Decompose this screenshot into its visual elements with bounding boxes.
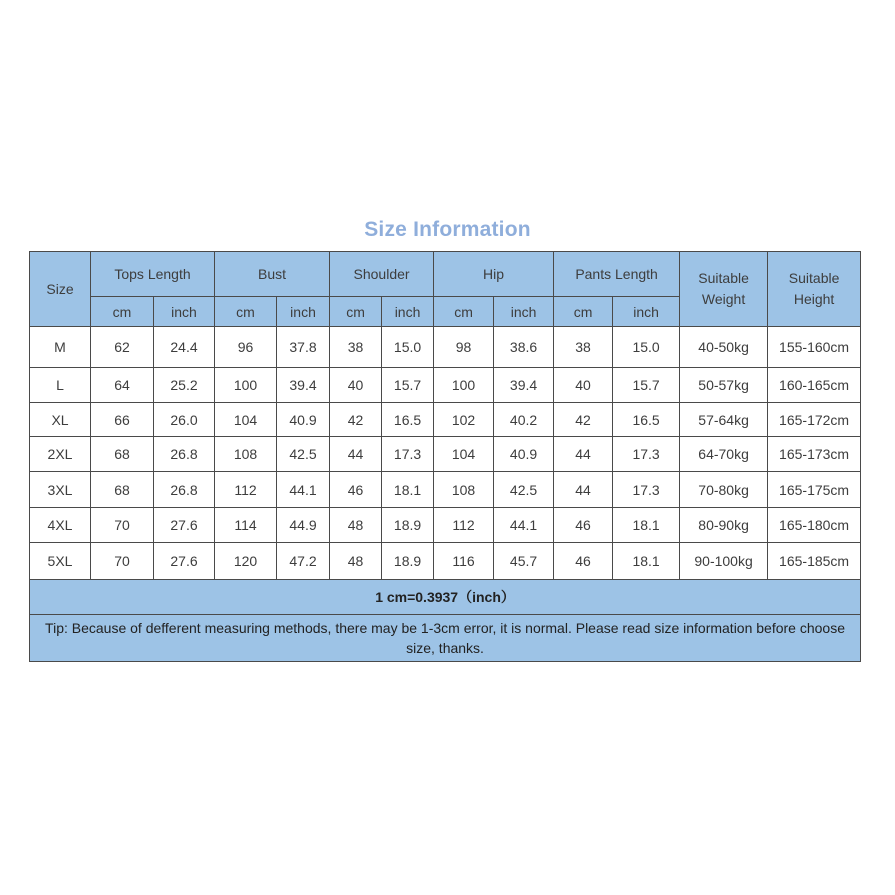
table-cell: 44 xyxy=(330,437,382,472)
table-cell: 44 xyxy=(554,472,613,508)
table-cell: 48 xyxy=(330,508,382,543)
tip-row xyxy=(30,615,861,662)
table-cell: 120 xyxy=(215,543,277,580)
conversion-note: 1 cm=0.3937（inch） xyxy=(30,580,861,615)
table-cell: 16.5 xyxy=(613,403,680,437)
table-cell: 165-173cm xyxy=(768,437,861,472)
table-row xyxy=(30,368,861,403)
table-cell: 64-70kg xyxy=(680,437,768,472)
table-row xyxy=(30,327,861,368)
table-cell: 62 xyxy=(91,327,154,368)
table-cell: 37.8 xyxy=(277,327,330,368)
table-cell: 25.2 xyxy=(154,368,215,403)
size-label-cell: 2XL xyxy=(30,437,91,472)
table-cell: 165-180cm xyxy=(768,508,861,543)
table-cell: 70 xyxy=(91,543,154,580)
table-cell: 16.5 xyxy=(382,403,434,437)
table-cell: 27.6 xyxy=(154,543,215,580)
table-cell: 40.2 xyxy=(494,403,554,437)
table-cell: 26.0 xyxy=(154,403,215,437)
header-shoulder: Shoulder xyxy=(330,252,434,297)
table-cell: 70-80kg xyxy=(680,472,768,508)
table-cell: 165-175cm xyxy=(768,472,861,508)
table-cell: 116 xyxy=(434,543,494,580)
table-cell: 42 xyxy=(554,403,613,437)
table-cell: 96 xyxy=(215,327,277,368)
table-cell: 26.8 xyxy=(154,472,215,508)
table-cell: 40 xyxy=(554,368,613,403)
unit-cell: cm xyxy=(91,297,154,327)
size-label-cell: M xyxy=(30,327,91,368)
table-cell: 40.9 xyxy=(277,403,330,437)
table-cell: 42.5 xyxy=(277,437,330,472)
table-cell: 39.4 xyxy=(494,368,554,403)
table-cell: 47.2 xyxy=(277,543,330,580)
table-cell: 50-57kg xyxy=(680,368,768,403)
table-cell: 40-50kg xyxy=(680,327,768,368)
table-cell: 165-172cm xyxy=(768,403,861,437)
table-cell: 68 xyxy=(91,437,154,472)
table-cell: 57-64kg xyxy=(680,403,768,437)
tip-text: Tip: Because of defferent measuring methods, there may be 1-3cm error, it is normal. Please read size information before choose size, thanks. xyxy=(30,615,861,662)
unit-cell: inch xyxy=(277,297,330,327)
conversion-row xyxy=(30,580,861,615)
table-cell: 108 xyxy=(215,437,277,472)
header-size: Size xyxy=(30,252,91,327)
size-label-cell: 5XL xyxy=(30,543,91,580)
table-cell: 17.3 xyxy=(382,437,434,472)
table-cell: 102 xyxy=(434,403,494,437)
table-cell: 39.4 xyxy=(277,368,330,403)
table-cell: 42.5 xyxy=(494,472,554,508)
table-cell: 15.0 xyxy=(382,327,434,368)
table-cell: 114 xyxy=(215,508,277,543)
table-cell: 27.6 xyxy=(154,508,215,543)
table-cell: 15.0 xyxy=(613,327,680,368)
table-cell: 40.9 xyxy=(494,437,554,472)
unit-cell: cm xyxy=(330,297,382,327)
table-cell: 112 xyxy=(434,508,494,543)
table-cell: 108 xyxy=(434,472,494,508)
table-cell: 46 xyxy=(554,543,613,580)
table-row xyxy=(30,472,861,508)
table-cell: 18.1 xyxy=(613,543,680,580)
table-row xyxy=(30,437,861,472)
table-cell: 42 xyxy=(330,403,382,437)
table-cell: 165-185cm xyxy=(768,543,861,580)
table-row xyxy=(30,508,861,543)
table-cell: 80-90kg xyxy=(680,508,768,543)
table-cell: 155-160cm xyxy=(768,327,861,368)
table-cell: 64 xyxy=(91,368,154,403)
table-cell: 66 xyxy=(91,403,154,437)
table-cell: 70 xyxy=(91,508,154,543)
table-cell: 38.6 xyxy=(494,327,554,368)
unit-cell: inch xyxy=(613,297,680,327)
table-cell: 45.7 xyxy=(494,543,554,580)
unit-cell: inch xyxy=(382,297,434,327)
table-cell: 90-100kg xyxy=(680,543,768,580)
table-cell: 100 xyxy=(434,368,494,403)
table-cell: 38 xyxy=(554,327,613,368)
unit-cell: inch xyxy=(154,297,215,327)
table-cell: 18.9 xyxy=(382,543,434,580)
table-cell: 100 xyxy=(215,368,277,403)
table-cell: 104 xyxy=(215,403,277,437)
header-row xyxy=(30,252,861,297)
table-cell: 18.1 xyxy=(382,472,434,508)
unit-cell: cm xyxy=(215,297,277,327)
table-cell: 46 xyxy=(330,472,382,508)
page-title: Size Information xyxy=(364,218,531,241)
table-row xyxy=(30,403,861,437)
table-cell: 44.9 xyxy=(277,508,330,543)
table-row xyxy=(30,543,861,580)
table-cell: 17.3 xyxy=(613,472,680,508)
table-cell: 98 xyxy=(434,327,494,368)
table-cell: 104 xyxy=(434,437,494,472)
size-chart-table xyxy=(29,251,861,662)
table-cell: 160-165cm xyxy=(768,368,861,403)
table-cell: 26.8 xyxy=(154,437,215,472)
table-cell: 15.7 xyxy=(382,368,434,403)
header-suitable-height: Suitable Height xyxy=(768,252,861,327)
header-bust: Bust xyxy=(215,252,330,297)
table-cell: 44 xyxy=(554,437,613,472)
size-label-cell: XL xyxy=(30,403,91,437)
header-tops-length: Tops Length xyxy=(91,252,215,297)
header-hip: Hip xyxy=(434,252,554,297)
table-cell: 46 xyxy=(554,508,613,543)
size-label-cell: 3XL xyxy=(30,472,91,508)
table-cell: 40 xyxy=(330,368,382,403)
table-cell: 15.7 xyxy=(613,368,680,403)
unit-cell: cm xyxy=(434,297,494,327)
table-cell: 112 xyxy=(215,472,277,508)
size-label-cell: 4XL xyxy=(30,508,91,543)
table-cell: 38 xyxy=(330,327,382,368)
unit-cell: cm xyxy=(554,297,613,327)
header-suitable-weight: Suitable Weight xyxy=(680,252,768,327)
table-cell: 18.1 xyxy=(613,508,680,543)
table-cell: 24.4 xyxy=(154,327,215,368)
table-cell: 68 xyxy=(91,472,154,508)
table-cell: 18.9 xyxy=(382,508,434,543)
table-cell: 48 xyxy=(330,543,382,580)
header-pants-length: Pants Length xyxy=(554,252,680,297)
size-label-cell: L xyxy=(30,368,91,403)
table-cell: 17.3 xyxy=(613,437,680,472)
unit-cell: inch xyxy=(494,297,554,327)
table-cell: 44.1 xyxy=(494,508,554,543)
table-cell: 44.1 xyxy=(277,472,330,508)
